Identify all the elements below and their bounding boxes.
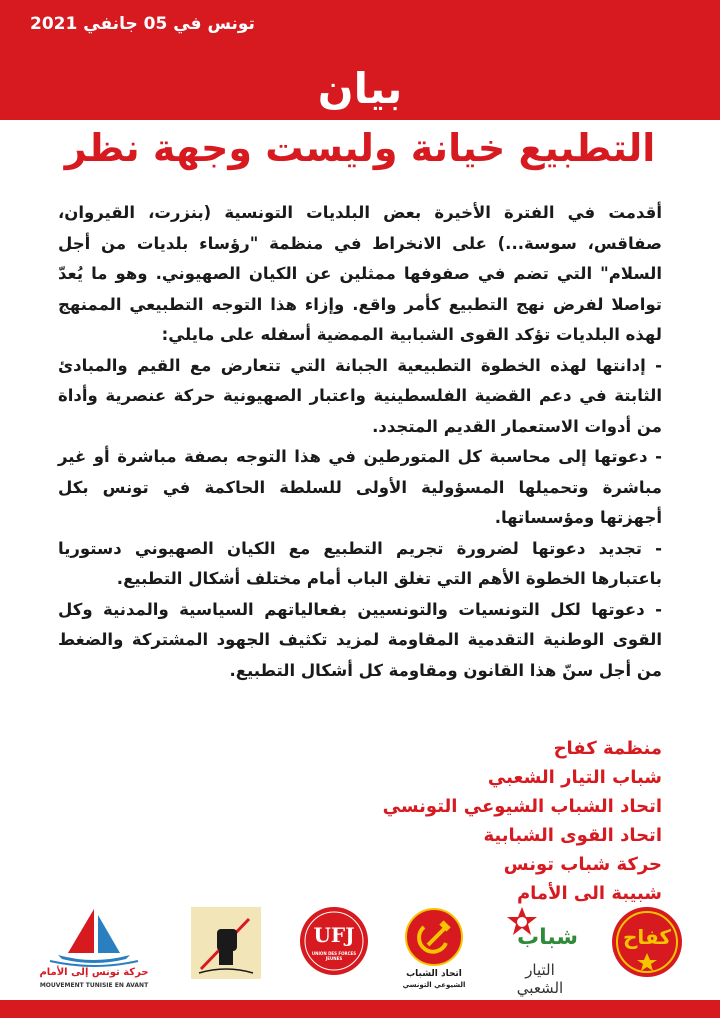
raised-fist-icon bbox=[191, 907, 261, 979]
logos-row bbox=[0, 905, 720, 995]
signatory: منظمة كفاح bbox=[553, 738, 662, 759]
kifah-name: كفاح bbox=[623, 925, 671, 949]
popular-current-line1: شباب bbox=[517, 925, 578, 950]
body-paragraph-intro: أقدمت في الفترة الأخيرة بعض البلديات التونسية (بنزرت، القيروان، صفاقس، سوسة...) على الانخراط في منظمة "رؤساء بلديات من أجل السلام" التي تضم في صفوفها ممثلين عن الكيان الصهيوني. وهو ما يُعدّ تواصلا لفرض نهج التطبيع كأمر واقع. وإزاء هذا التوجه التطبيعي الممنهج لهذه البلديات تؤكد القوى الشبابية الممضية أسفله على مايلي: bbox=[58, 203, 662, 344]
signatory: حركة شباب تونس bbox=[503, 854, 662, 875]
signatory: اتحاد الشباب الشيوعي التونسي bbox=[382, 796, 662, 817]
youth-stamp-logo bbox=[191, 907, 261, 979]
headline: التطبيع خيانة وليست وجهة نظر bbox=[64, 126, 656, 170]
communist-youth-logo bbox=[402, 907, 466, 995]
signatory: شبيبة الى الأمام bbox=[516, 883, 662, 904]
document-date: تونس في 05 جانفي 2021 bbox=[30, 14, 255, 34]
hammer-sickle-icon bbox=[402, 907, 466, 967]
body-paragraph-point-2: - دعوتها إلى محاسبة كل المتورطين في هذا التوجه بصفة مباشرة أو غير مباشرة وتحميلها المسؤولية الأولى للسلطة الحاكمة في تونس بكل أجهزتها ومؤسساتها. bbox=[58, 447, 662, 527]
popular-current-youth-logo bbox=[500, 905, 580, 997]
signatories-list bbox=[262, 734, 662, 908]
popular-current-line2: التيار الشعبي bbox=[516, 961, 564, 997]
communist-youth-line1: اتحاد الشباب bbox=[406, 969, 462, 979]
tunisie-en-avant-subtitle: MOUVEMENT TUNISIE EN AVANT bbox=[39, 982, 149, 989]
signatory: اتحاد القوى الشبابية bbox=[483, 825, 662, 846]
statement-body bbox=[58, 198, 662, 686]
body-paragraph-point-4: - دعوتها لكل التونسيات والتونسيين بفعالياتهم السياسية والمدنية وكل القوى الوطنية التقدمية المقاومة لمزيد تكثيف الجهود المشتركة والضغط من أجل سنّ هذا القانون ومقاومة كل أشكال التطبيع. bbox=[58, 599, 662, 680]
communist-youth-line2: الشيوعي التونسي bbox=[402, 981, 466, 989]
body-paragraph-point-3: - تجديد دعوتها لضرورة تجريم التطبيع مع الكيان الصهيوني دستوريا باعتبارها الخطوة الأهم التي تغلق الباب أمام مختلف أشكال التطبيع. bbox=[58, 538, 662, 588]
document-title: بيان bbox=[317, 64, 403, 113]
signatory: شباب التيار الشعبي bbox=[487, 767, 662, 788]
tunisie-en-avant-name: حركة تونس إلى الأمام bbox=[39, 967, 149, 978]
ufj-subtitle: UNION DES FORCES JEUNES bbox=[311, 951, 357, 961]
tunisie-en-avant-logo bbox=[28, 905, 160, 995]
sailboat-icon bbox=[28, 905, 160, 967]
footer-band bbox=[0, 1000, 720, 1018]
ufj-name: UFJ bbox=[313, 923, 355, 947]
body-paragraph-point-1: - إدانتها لهذه الخطوة التطبيعية الجبانة التي تتعارض مع القيم والمبادئ الثابتة في دعم القضية الفلسطينية واعتبار الصهيونية حركة عنصرية وأداة من أدوات الاستعمار القديم المتجدد. bbox=[58, 355, 662, 436]
kifah-logo bbox=[610, 905, 684, 979]
ufj-logo bbox=[298, 905, 370, 977]
